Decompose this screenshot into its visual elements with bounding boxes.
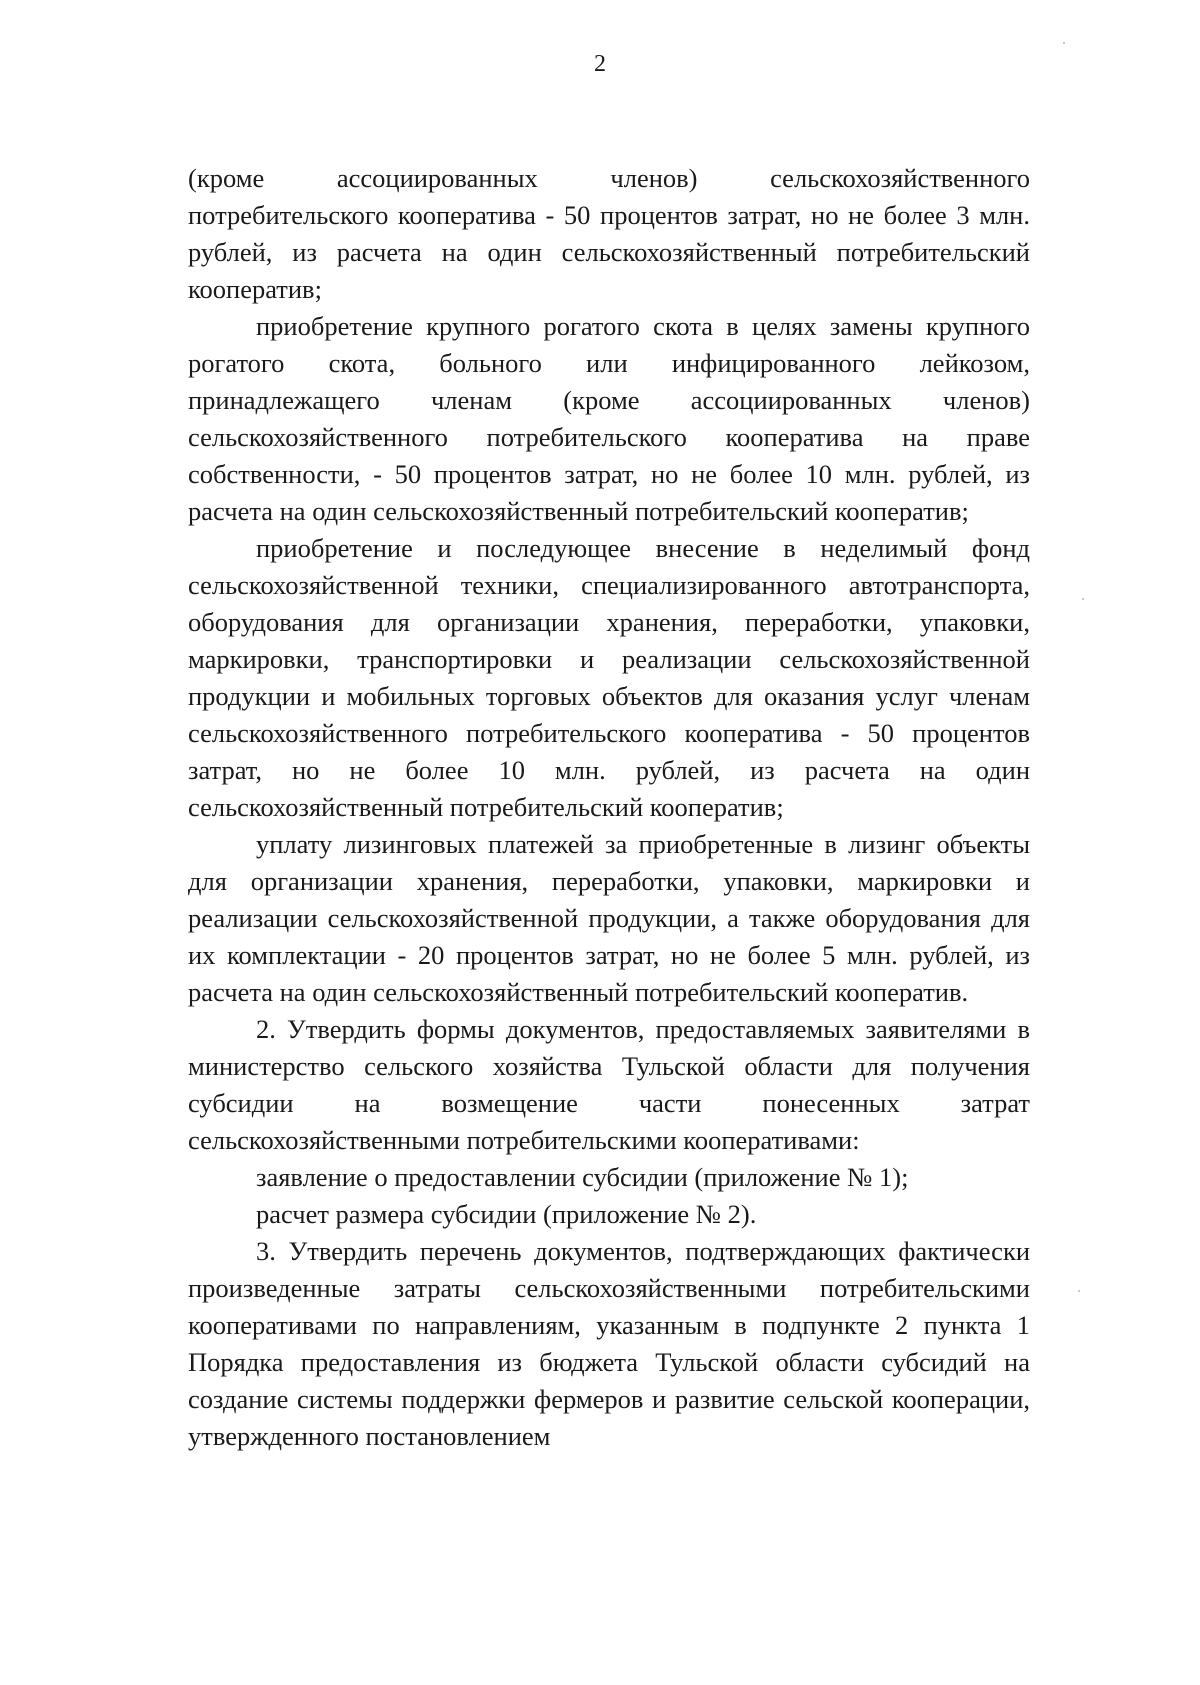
document-body xyxy=(188,160,1030,1455)
scan-speck xyxy=(1063,42,1065,44)
paragraph-3: приобретение и последующее внесение в неделимый фонд сельскохозяйственной техники, специализированного автотранспорта, оборудования для организации хранения, переработки, упаковки, маркировки, транспортировки и реализации сельскохозяйственной продукции и мобильных торговых объектов для оказания услуг членам сельскохозяйственного потребительского кооператива - 50 процентов затрат, но не более 10 млн. рублей, из расчета на один сельскохозяйственный потребительский кооператив; xyxy=(188,533,1030,822)
paragraph-8: 3. Утвердить перечень документов, подтверждающих фактически произведенные затраты сельскохозяйственными потребительскими кооперативами по направлениям, указанным в подпункте 2 пункта 1 Порядка предоставления из бюджета Тульской области субсидий на создание системы поддержки фермеров и развитие сельской кооперации, утвержденного постановлением xyxy=(188,1236,1030,1451)
scan-speck xyxy=(1082,598,1084,600)
paragraph-2: приобретение крупного рогатого скота в целях замены крупного рогатого скота, больного или инфицированного лейкозом, принадлежащего членам (кроме ассоциированных членов) сельскохозяйственного потребительского кооператива на праве собственности, - 50 процентов затрат, но не более 10 млн. рублей, из расчета на один сельскохозяйственный потребительский кооператив; xyxy=(188,311,1030,526)
paragraph-4: уплату лизинговых платежей за приобретенные в лизинг объекты для организации хранения, переработки, упаковки, маркировки и реализации сельскохозяйственной продукции, а также оборудования для их комплектации - 20 процентов затрат, но не более 5 млн. рублей, из расчета на один сельскохозяйственный потребительский кооператив. xyxy=(188,829,1030,1007)
paragraph-1: (кроме ассоциированных членов) сельскохозяйственного потребительского кооператива - 50 процентов затрат, но не более 3 млн. рублей, из расчета на один сельскохозяйственный потребительский кооператив; xyxy=(188,163,1030,304)
paragraph-6: заявление о предоставлении субсидии (приложение № 1); xyxy=(256,1162,909,1192)
paragraph-5: 2. Утвердить формы документов, предоставляемых заявителями в министерство сельского хозяйства Тульской области для получения субсидии на возмещение части понесенных затрат сельскохозяйственными потребительскими кооперативами: xyxy=(188,1014,1030,1155)
page-number: 2 xyxy=(594,51,606,77)
scan-speck xyxy=(1078,1290,1080,1292)
paragraph-7: расчет размера субсидии (приложение № 2). xyxy=(256,1199,757,1229)
